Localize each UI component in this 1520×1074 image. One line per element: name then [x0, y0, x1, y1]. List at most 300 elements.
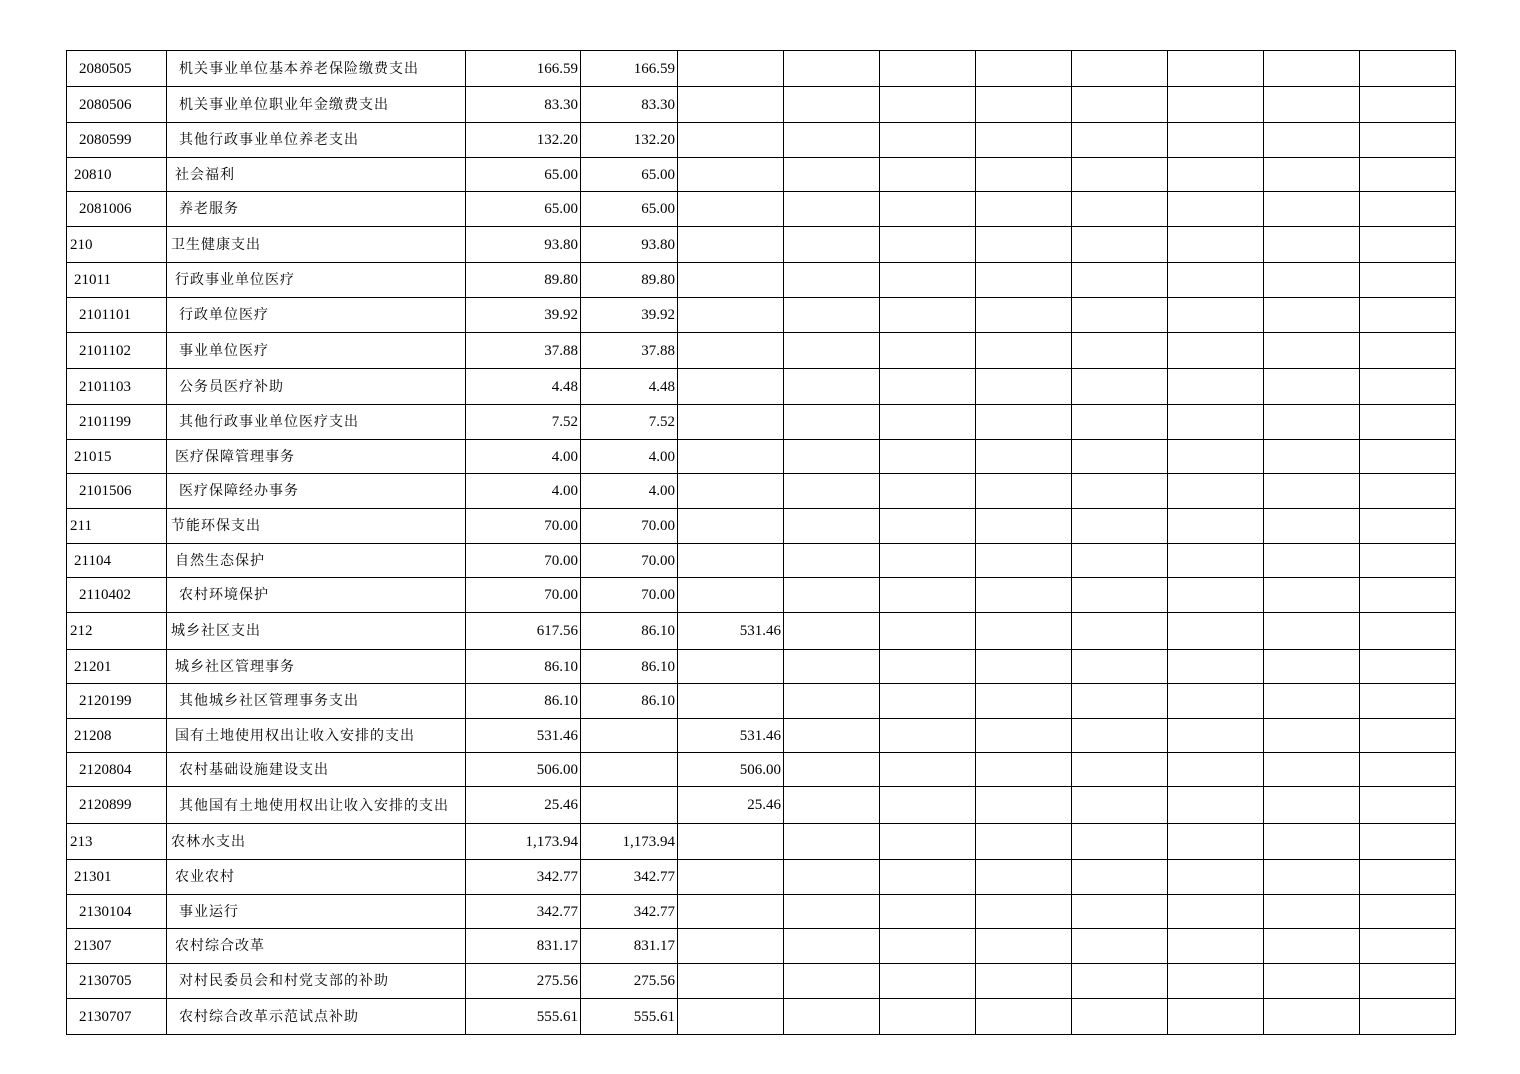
empty-amount-cell [880, 51, 976, 87]
fund-budget-amount-cell: 506.00 [678, 753, 784, 787]
empty-amount-cell [1168, 192, 1264, 227]
fund-budget-amount-cell [678, 999, 784, 1035]
total-amount-cell: 70.00 [466, 509, 581, 544]
general-budget-amount-cell: 86.10 [581, 650, 678, 684]
empty-amount-cell [784, 51, 880, 87]
empty-amount-cell [1264, 787, 1360, 824]
table-row [67, 405, 1456, 440]
table-row [67, 613, 1456, 650]
empty-amount-cell [1360, 123, 1456, 158]
empty-amount-cell [976, 509, 1072, 544]
empty-amount-cell [1264, 999, 1360, 1035]
empty-amount-cell [976, 298, 1072, 333]
subject-name-cell: 其他国有土地使用权出让收入安排的支出 [167, 787, 466, 824]
empty-amount-cell [1072, 123, 1168, 158]
empty-amount-cell [1264, 650, 1360, 684]
empty-amount-cell [1168, 123, 1264, 158]
subject-name-cell: 机关事业单位职业年金缴费支出 [167, 87, 466, 123]
empty-amount-cell [1168, 474, 1264, 509]
general-budget-amount-cell [581, 753, 678, 787]
total-amount-cell: 65.00 [466, 192, 581, 227]
empty-amount-cell [1072, 719, 1168, 753]
empty-amount-cell [784, 369, 880, 405]
fund-budget-amount-cell: 531.46 [678, 613, 784, 650]
total-amount-cell: 39.92 [466, 298, 581, 333]
empty-amount-cell [1168, 158, 1264, 192]
empty-amount-cell [1264, 509, 1360, 544]
empty-amount-cell [1168, 263, 1264, 298]
empty-amount-cell [880, 123, 976, 158]
empty-amount-cell [1168, 684, 1264, 719]
fund-budget-amount-cell: 531.46 [678, 719, 784, 753]
total-amount-cell: 86.10 [466, 650, 581, 684]
fund-budget-amount-cell [678, 929, 784, 964]
fund-budget-amount-cell [678, 509, 784, 544]
empty-amount-cell [1168, 51, 1264, 87]
fund-budget-amount-cell [678, 263, 784, 298]
empty-amount-cell [784, 578, 880, 613]
table-row [67, 824, 1456, 860]
empty-amount-cell [1264, 405, 1360, 440]
general-budget-amount-cell: 86.10 [581, 684, 678, 719]
general-budget-amount-cell [581, 787, 678, 824]
subject-code-cell: 213 [67, 824, 167, 860]
empty-amount-cell [1360, 824, 1456, 860]
empty-amount-cell [1264, 964, 1360, 999]
subject-name-cell: 农村综合改革 [167, 929, 466, 964]
empty-amount-cell [1360, 158, 1456, 192]
empty-amount-cell [1360, 544, 1456, 578]
total-amount-cell: 37.88 [466, 333, 581, 369]
empty-amount-cell [1360, 440, 1456, 474]
table-row [67, 333, 1456, 369]
subject-code-cell: 2110402 [67, 578, 167, 613]
subject-name-cell: 城乡社区支出 [167, 613, 466, 650]
empty-amount-cell [976, 192, 1072, 227]
fund-budget-amount-cell [678, 227, 784, 263]
fund-budget-amount-cell [678, 405, 784, 440]
empty-amount-cell [1264, 227, 1360, 263]
subject-code-cell: 2101506 [67, 474, 167, 509]
empty-amount-cell [976, 895, 1072, 929]
total-amount-cell: 86.10 [466, 684, 581, 719]
empty-amount-cell [976, 719, 1072, 753]
empty-amount-cell [1264, 544, 1360, 578]
empty-amount-cell [1264, 895, 1360, 929]
empty-amount-cell [1072, 578, 1168, 613]
empty-amount-cell [976, 860, 1072, 895]
table-row [67, 227, 1456, 263]
empty-amount-cell [1168, 578, 1264, 613]
fund-budget-amount-cell [678, 440, 784, 474]
empty-amount-cell [976, 87, 1072, 123]
empty-amount-cell [880, 753, 976, 787]
fund-budget-amount-cell [678, 192, 784, 227]
empty-amount-cell [1264, 158, 1360, 192]
empty-amount-cell [1264, 613, 1360, 650]
empty-amount-cell [784, 719, 880, 753]
empty-amount-cell [880, 298, 976, 333]
empty-amount-cell [976, 929, 1072, 964]
table-row [67, 929, 1456, 964]
total-amount-cell: 831.17 [466, 929, 581, 964]
total-amount-cell: 342.77 [466, 895, 581, 929]
subject-name-cell: 农村综合改革示范试点补助 [167, 999, 466, 1035]
empty-amount-cell [784, 192, 880, 227]
empty-amount-cell [1168, 298, 1264, 333]
empty-amount-cell [1072, 753, 1168, 787]
empty-amount-cell [1072, 405, 1168, 440]
subject-name-cell: 事业单位医疗 [167, 333, 466, 369]
fund-budget-amount-cell [678, 650, 784, 684]
empty-amount-cell [784, 999, 880, 1035]
empty-amount-cell [1168, 929, 1264, 964]
subject-name-cell: 其他城乡社区管理事务支出 [167, 684, 466, 719]
empty-amount-cell [1168, 509, 1264, 544]
empty-amount-cell [1072, 192, 1168, 227]
empty-amount-cell [1168, 824, 1264, 860]
total-amount-cell: 4.00 [466, 474, 581, 509]
table-row [67, 192, 1456, 227]
empty-amount-cell [1264, 684, 1360, 719]
empty-amount-cell [976, 227, 1072, 263]
fund-budget-amount-cell [678, 824, 784, 860]
subject-code-cell: 2120899 [67, 787, 167, 824]
empty-amount-cell [1360, 192, 1456, 227]
empty-amount-cell [784, 87, 880, 123]
empty-amount-cell [976, 964, 1072, 999]
empty-amount-cell [880, 405, 976, 440]
empty-amount-cell [880, 509, 976, 544]
empty-amount-cell [1360, 405, 1456, 440]
general-budget-amount-cell: 831.17 [581, 929, 678, 964]
budget-expenditure-table [66, 50, 1456, 1035]
empty-amount-cell [1264, 474, 1360, 509]
subject-code-cell: 2080505 [67, 51, 167, 87]
table-row [67, 860, 1456, 895]
subject-code-cell: 21015 [67, 440, 167, 474]
empty-amount-cell [1360, 227, 1456, 263]
table-row [67, 964, 1456, 999]
empty-amount-cell [1072, 87, 1168, 123]
empty-amount-cell [784, 263, 880, 298]
subject-name-cell: 医疗保障管理事务 [167, 440, 466, 474]
subject-name-cell: 事业运行 [167, 895, 466, 929]
subject-name-cell: 医疗保障经办事务 [167, 474, 466, 509]
empty-amount-cell [1264, 719, 1360, 753]
empty-amount-cell [1264, 824, 1360, 860]
subject-code-cell: 21307 [67, 929, 167, 964]
empty-amount-cell [1072, 613, 1168, 650]
empty-amount-cell [976, 405, 1072, 440]
empty-amount-cell [784, 298, 880, 333]
table-row [67, 650, 1456, 684]
subject-name-cell: 社会福利 [167, 158, 466, 192]
empty-amount-cell [784, 158, 880, 192]
empty-amount-cell [1360, 929, 1456, 964]
subject-name-cell: 自然生态保护 [167, 544, 466, 578]
empty-amount-cell [880, 895, 976, 929]
empty-amount-cell [1264, 123, 1360, 158]
general-budget-amount-cell: 275.56 [581, 964, 678, 999]
table-row [67, 719, 1456, 753]
empty-amount-cell [1072, 440, 1168, 474]
general-budget-amount-cell: 7.52 [581, 405, 678, 440]
subject-name-cell: 节能环保支出 [167, 509, 466, 544]
table-body [67, 51, 1456, 1035]
total-amount-cell: 89.80 [466, 263, 581, 298]
general-budget-amount-cell: 70.00 [581, 544, 678, 578]
empty-amount-cell [784, 964, 880, 999]
general-budget-amount-cell: 132.20 [581, 123, 678, 158]
empty-amount-cell [880, 158, 976, 192]
empty-amount-cell [1360, 87, 1456, 123]
empty-amount-cell [1072, 895, 1168, 929]
general-budget-amount-cell: 342.77 [581, 895, 678, 929]
empty-amount-cell [1264, 860, 1360, 895]
empty-amount-cell [1072, 964, 1168, 999]
empty-amount-cell [784, 440, 880, 474]
empty-amount-cell [976, 824, 1072, 860]
general-budget-amount-cell: 65.00 [581, 192, 678, 227]
empty-amount-cell [1360, 753, 1456, 787]
empty-amount-cell [784, 929, 880, 964]
total-amount-cell: 531.46 [466, 719, 581, 753]
empty-amount-cell [1168, 440, 1264, 474]
fund-budget-amount-cell [678, 964, 784, 999]
empty-amount-cell [1168, 719, 1264, 753]
subject-code-cell: 21201 [67, 650, 167, 684]
empty-amount-cell [1264, 578, 1360, 613]
empty-amount-cell [1360, 298, 1456, 333]
empty-amount-cell [1168, 787, 1264, 824]
empty-amount-cell [1072, 684, 1168, 719]
empty-amount-cell [1168, 333, 1264, 369]
subject-name-cell: 城乡社区管理事务 [167, 650, 466, 684]
general-budget-amount-cell: 166.59 [581, 51, 678, 87]
empty-amount-cell [1264, 369, 1360, 405]
empty-amount-cell [1264, 333, 1360, 369]
empty-amount-cell [976, 474, 1072, 509]
empty-amount-cell [880, 999, 976, 1035]
empty-amount-cell [880, 964, 976, 999]
empty-amount-cell [1264, 263, 1360, 298]
total-amount-cell: 617.56 [466, 613, 581, 650]
subject-name-cell: 国有土地使用权出让收入安排的支出 [167, 719, 466, 753]
total-amount-cell: 506.00 [466, 753, 581, 787]
empty-amount-cell [976, 263, 1072, 298]
total-amount-cell: 4.00 [466, 440, 581, 474]
table-row [67, 509, 1456, 544]
empty-amount-cell [1072, 158, 1168, 192]
subject-code-cell: 21104 [67, 544, 167, 578]
subject-code-cell: 211 [67, 509, 167, 544]
empty-amount-cell [1360, 51, 1456, 87]
total-amount-cell: 342.77 [466, 860, 581, 895]
empty-amount-cell [1360, 964, 1456, 999]
empty-amount-cell [784, 650, 880, 684]
subject-name-cell: 机关事业单位基本养老保险缴费支出 [167, 51, 466, 87]
empty-amount-cell [880, 227, 976, 263]
empty-amount-cell [784, 544, 880, 578]
table-row [67, 263, 1456, 298]
subject-code-cell: 20810 [67, 158, 167, 192]
empty-amount-cell [1072, 929, 1168, 964]
empty-amount-cell [784, 405, 880, 440]
empty-amount-cell [1360, 684, 1456, 719]
empty-amount-cell [784, 787, 880, 824]
empty-amount-cell [784, 824, 880, 860]
empty-amount-cell [784, 613, 880, 650]
general-budget-amount-cell: 39.92 [581, 298, 678, 333]
subject-name-cell: 卫生健康支出 [167, 227, 466, 263]
empty-amount-cell [1072, 51, 1168, 87]
empty-amount-cell [1072, 824, 1168, 860]
empty-amount-cell [1360, 578, 1456, 613]
subject-name-cell: 行政事业单位医疗 [167, 263, 466, 298]
total-amount-cell: 70.00 [466, 544, 581, 578]
empty-amount-cell [1168, 227, 1264, 263]
empty-amount-cell [1360, 787, 1456, 824]
empty-amount-cell [784, 227, 880, 263]
table-row [67, 578, 1456, 613]
empty-amount-cell [784, 333, 880, 369]
general-budget-amount-cell: 93.80 [581, 227, 678, 263]
table-row [67, 158, 1456, 192]
total-amount-cell: 555.61 [466, 999, 581, 1035]
table-row [67, 895, 1456, 929]
subject-code-cell: 2081006 [67, 192, 167, 227]
subject-code-cell: 2120199 [67, 684, 167, 719]
empty-amount-cell [784, 895, 880, 929]
subject-name-cell: 行政单位医疗 [167, 298, 466, 333]
empty-amount-cell [976, 440, 1072, 474]
general-budget-amount-cell: 86.10 [581, 613, 678, 650]
empty-amount-cell [880, 544, 976, 578]
table-row [67, 87, 1456, 123]
empty-amount-cell [1168, 895, 1264, 929]
fund-budget-amount-cell [678, 87, 784, 123]
empty-amount-cell [1360, 613, 1456, 650]
empty-amount-cell [1072, 860, 1168, 895]
empty-amount-cell [880, 474, 976, 509]
general-budget-amount-cell: 4.00 [581, 474, 678, 509]
empty-amount-cell [1360, 369, 1456, 405]
empty-amount-cell [1360, 333, 1456, 369]
subject-name-cell: 农林水支出 [167, 824, 466, 860]
total-amount-cell: 132.20 [466, 123, 581, 158]
subject-code-cell: 2101199 [67, 405, 167, 440]
empty-amount-cell [1072, 650, 1168, 684]
empty-amount-cell [880, 929, 976, 964]
empty-amount-cell [1168, 860, 1264, 895]
empty-amount-cell [1168, 613, 1264, 650]
fund-budget-amount-cell [678, 51, 784, 87]
empty-amount-cell [880, 860, 976, 895]
empty-amount-cell [1168, 87, 1264, 123]
table-row [67, 440, 1456, 474]
empty-amount-cell [880, 684, 976, 719]
fund-budget-amount-cell [678, 860, 784, 895]
empty-amount-cell [1360, 650, 1456, 684]
general-budget-amount-cell: 4.00 [581, 440, 678, 474]
total-amount-cell: 83.30 [466, 87, 581, 123]
empty-amount-cell [1264, 298, 1360, 333]
empty-amount-cell [1264, 51, 1360, 87]
table-row [67, 753, 1456, 787]
fund-budget-amount-cell [678, 369, 784, 405]
empty-amount-cell [1072, 509, 1168, 544]
fund-budget-amount-cell [678, 544, 784, 578]
empty-amount-cell [880, 578, 976, 613]
empty-amount-cell [880, 333, 976, 369]
empty-amount-cell [784, 860, 880, 895]
table-row [67, 474, 1456, 509]
empty-amount-cell [784, 474, 880, 509]
general-budget-amount-cell: 37.88 [581, 333, 678, 369]
empty-amount-cell [1360, 860, 1456, 895]
subject-name-cell: 农村基础设施建设支出 [167, 753, 466, 787]
general-budget-amount-cell: 555.61 [581, 999, 678, 1035]
empty-amount-cell [880, 440, 976, 474]
general-budget-amount-cell: 1,173.94 [581, 824, 678, 860]
empty-amount-cell [784, 509, 880, 544]
subject-code-cell: 2130104 [67, 895, 167, 929]
subject-name-cell: 其他行政事业单位养老支出 [167, 123, 466, 158]
empty-amount-cell [1072, 474, 1168, 509]
empty-amount-cell [976, 578, 1072, 613]
empty-amount-cell [976, 753, 1072, 787]
empty-amount-cell [1360, 509, 1456, 544]
table-row [67, 999, 1456, 1035]
empty-amount-cell [1072, 999, 1168, 1035]
table-row [67, 51, 1456, 87]
empty-amount-cell [1264, 440, 1360, 474]
empty-amount-cell [1168, 964, 1264, 999]
fund-budget-amount-cell [678, 158, 784, 192]
empty-amount-cell [1264, 87, 1360, 123]
empty-amount-cell [1168, 650, 1264, 684]
total-amount-cell: 7.52 [466, 405, 581, 440]
subject-name-cell: 养老服务 [167, 192, 466, 227]
empty-amount-cell [1360, 999, 1456, 1035]
table-row [67, 787, 1456, 824]
empty-amount-cell [1264, 192, 1360, 227]
empty-amount-cell [1168, 544, 1264, 578]
general-budget-amount-cell: 65.00 [581, 158, 678, 192]
general-budget-amount-cell: 4.48 [581, 369, 678, 405]
empty-amount-cell [880, 87, 976, 123]
empty-amount-cell [976, 684, 1072, 719]
empty-amount-cell [880, 787, 976, 824]
general-budget-amount-cell: 70.00 [581, 509, 678, 544]
subject-code-cell: 2101102 [67, 333, 167, 369]
general-budget-amount-cell [581, 719, 678, 753]
total-amount-cell: 25.46 [466, 787, 581, 824]
subject-code-cell: 21208 [67, 719, 167, 753]
subject-code-cell: 2130705 [67, 964, 167, 999]
empty-amount-cell [880, 719, 976, 753]
table-row [67, 298, 1456, 333]
subject-code-cell: 2080506 [67, 87, 167, 123]
fund-budget-amount-cell [678, 684, 784, 719]
empty-amount-cell [1072, 369, 1168, 405]
subject-code-cell: 2101101 [67, 298, 167, 333]
subject-code-cell: 2080599 [67, 123, 167, 158]
total-amount-cell: 70.00 [466, 578, 581, 613]
empty-amount-cell [1168, 369, 1264, 405]
empty-amount-cell [1072, 333, 1168, 369]
